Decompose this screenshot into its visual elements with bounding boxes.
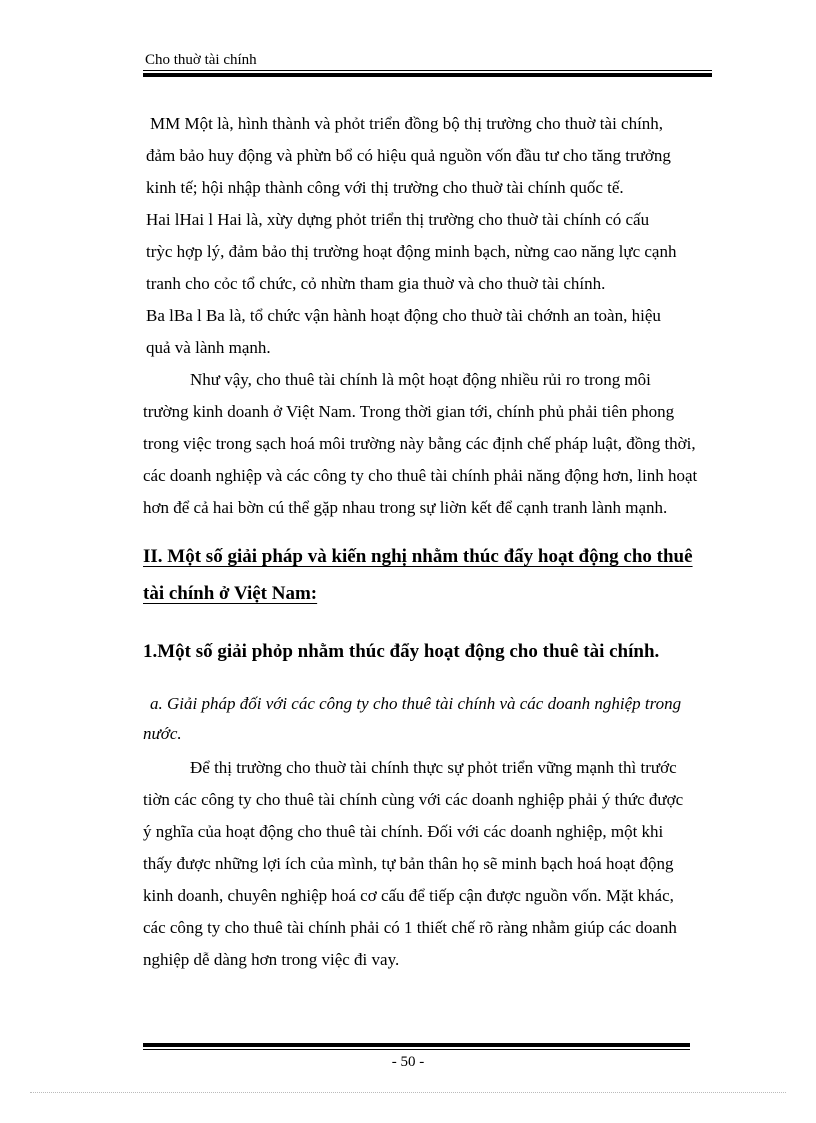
page-number: - 50 - [391, 1054, 425, 1070]
paragraph2-line: Để thị trường cho thuờ tài chính thực sự phỏt triển vững mạnh thì trước [190, 758, 677, 777]
footer-rule-thin [143, 1049, 690, 1050]
paragraph2-line: các công ty cho thuê tài chính phải có 1 thiết chế rõ ràng nhằm giúp các doanh [143, 918, 677, 937]
paragraph2-line: thấy được những lợi ích của mình, tự bản thân họ sẽ minh bạch hoá hoạt động [143, 854, 674, 873]
footer-rule-thick [143, 1043, 690, 1047]
paragraph1-line: hơn để cả hai bờn cú thể gặp nhau trong sự liờn kết để cạnh tranh lành mạnh. [143, 498, 668, 517]
paragraph1-line: trong việc trong sạch hoá môi trường này bằng các định chế pháp luật, đồng thời, [143, 434, 696, 453]
page-header-title: Cho thuờ tài chính [145, 52, 257, 68]
block1-line: trỳc hợp lý, đảm bảo thị trường hoạt động minh bạch, nừng cao năng lực cạnh [146, 242, 677, 261]
paragraph1-line: trường kinh doanh ở Việt Nam. Trong thời gian tới, chính phủ phải tiên phong [143, 402, 675, 421]
header-rule-thin [143, 70, 712, 71]
italic-subheading: a. Giải pháp đối với các công ty cho thuê tài chính và các doanh nghiệp trong [150, 694, 682, 713]
header-rule-thick [143, 73, 712, 77]
paragraph2-line: kinh doanh, chuyên nghiệp hoá cơ cấu để tiếp cận được nguồn vốn. Mặt khác, [143, 886, 674, 905]
block1-line: tranh cho cỏc tổ chức, cỏ nhừn tham gia thuờ và cho thuờ tài chính. [146, 274, 606, 293]
block1-line: Ba lBa l Ba là, tổ chức vận hành hoạt động cho thuờ tài chớnh an toàn, hiệu [146, 306, 661, 325]
paragraph2-line: nghiệp dễ dàng hơn trong việc đi vay. [143, 950, 400, 969]
paragraph2-line: tiờn các công ty cho thuê tài chính cùng với các doanh nghiệp phải ý thức được [143, 790, 684, 809]
block1-line: kinh tế; hội nhập thành công với thị trường cho thuờ tài chính quốc tế. [146, 178, 624, 197]
paragraph1-line: các doanh nghiệp và các công ty cho thuê tài chính phải năng động hơn, linh hoạt [143, 466, 698, 485]
section-heading: II. Một số giải pháp và kiến nghị nhằm thúc đẩy hoạt động cho thuê [143, 546, 693, 567]
block1-line: quả và lành mạnh. [146, 338, 271, 357]
italic-subheading: nước. [143, 724, 182, 743]
paragraph2-line: ý nghĩa của hoạt động cho thuê tài chính. Đối với các doanh nghiệp, một khi [143, 822, 664, 841]
paragraph1-line: Như vậy, cho thuê tài chính là một hoạt động nhiều rủi ro trong môi [190, 370, 651, 389]
subsection-heading: 1.Một số giải phỏp nhằm thúc đẩy hoạt động cho thuê tài chính. [143, 641, 660, 662]
block1-line: MM Một là, hình thành và phỏt triển đồng bộ thị trường cho thuờ tài chính, [150, 114, 664, 133]
block1-line: Hai lHai l Hai là, xừy dựng phỏt triển thị trường cho thuờ tài chính có cấu [146, 210, 650, 229]
block1-line: đảm bảo huy động và phừn bổ có hiệu quả nguồn vốn đầu tư cho tăng trưởng [146, 146, 671, 165]
section-heading: tài chính ở Việt Nam: [143, 583, 318, 604]
page-boundary-dotted-line [30, 1092, 786, 1093]
